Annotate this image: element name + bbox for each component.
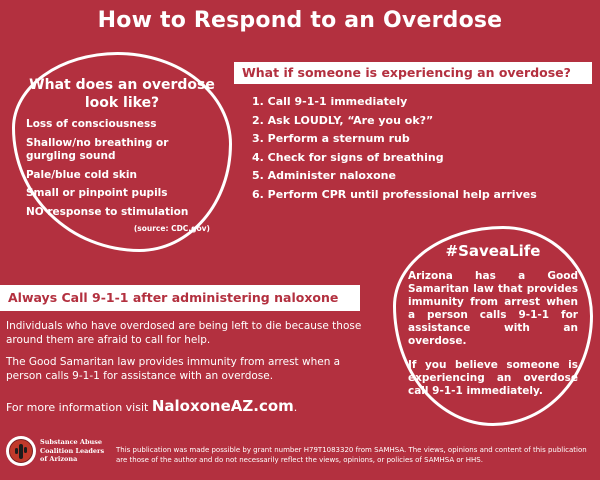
website-link[interactable]: NaloxoneAZ.com	[151, 397, 294, 415]
step-item: 1. Call 9-1-1 immediately	[252, 95, 408, 108]
step-item: 3. Perform a sternum rub	[252, 132, 410, 145]
overdose-steps-heading: What if someone is experiencing an overdose?	[234, 62, 592, 84]
coalition-logo-icon	[6, 436, 36, 466]
step-item: 2. Ask LOUDLY, “Are you ok?”	[252, 113, 434, 127]
naloxone-paragraph: Individuals who have overdosed are being left to die because those around them are afraid to call for help.	[6, 320, 362, 346]
symptom-item: Small or pinpoint pupils	[26, 187, 168, 199]
savealife-title: #SaveaLife	[445, 242, 541, 260]
savealife-paragraph: If you believe someone is experiencing an overdose call 9-1-1 immediately.	[408, 359, 578, 397]
left-panel-heading: What does an overdose look like?	[29, 77, 215, 111]
savealife-paragraph: Arizona has a Good Samaritan law that provides immunity from arrest when a person calls 9-1-1 for assistance with an overdose.	[408, 270, 578, 347]
naloxone-paragraph: The Good Samaritan law provides immunity from arrest when a person calls 9-1-1 for assistance with an overdose.	[6, 356, 341, 382]
symptom-list	[26, 118, 211, 224]
more-info-text: For more information visit	[6, 401, 152, 414]
symptom-item: Pale/blue cold skin	[26, 168, 137, 181]
symptom-item: NO response to stimulation	[26, 205, 189, 218]
page-title: How to Respond to an Overdose	[97, 8, 503, 33]
step-item: 6. Perform CPR until professional help arrives	[252, 187, 537, 201]
step-item: 4. Check for signs of breathing	[252, 150, 444, 164]
more-info-line	[6, 396, 386, 418]
naloxone-heading: Always Call 9-1-1 after administering naloxone	[0, 285, 360, 311]
disclaimer-text: This publication was made possible by grant number H79T1083320 from SAMHSA. The views, opinions and content of this publication are those of the author and do not necessarily reflect the views, opinions, or policies of SAMHSA or HHS.	[116, 446, 587, 464]
step-item: 5. Administer naloxone	[252, 169, 396, 182]
symptom-item: Shallow/no breathing or gurgling sound	[26, 136, 169, 162]
more-info-period: .	[293, 401, 298, 414]
steps-list	[252, 95, 592, 206]
source-note: (source: CDC.gov)	[133, 224, 210, 233]
symptom-item: Loss of consciousness	[26, 118, 157, 130]
org-name: Substance Abuse Coalition Leaders of Arizona	[40, 438, 105, 463]
